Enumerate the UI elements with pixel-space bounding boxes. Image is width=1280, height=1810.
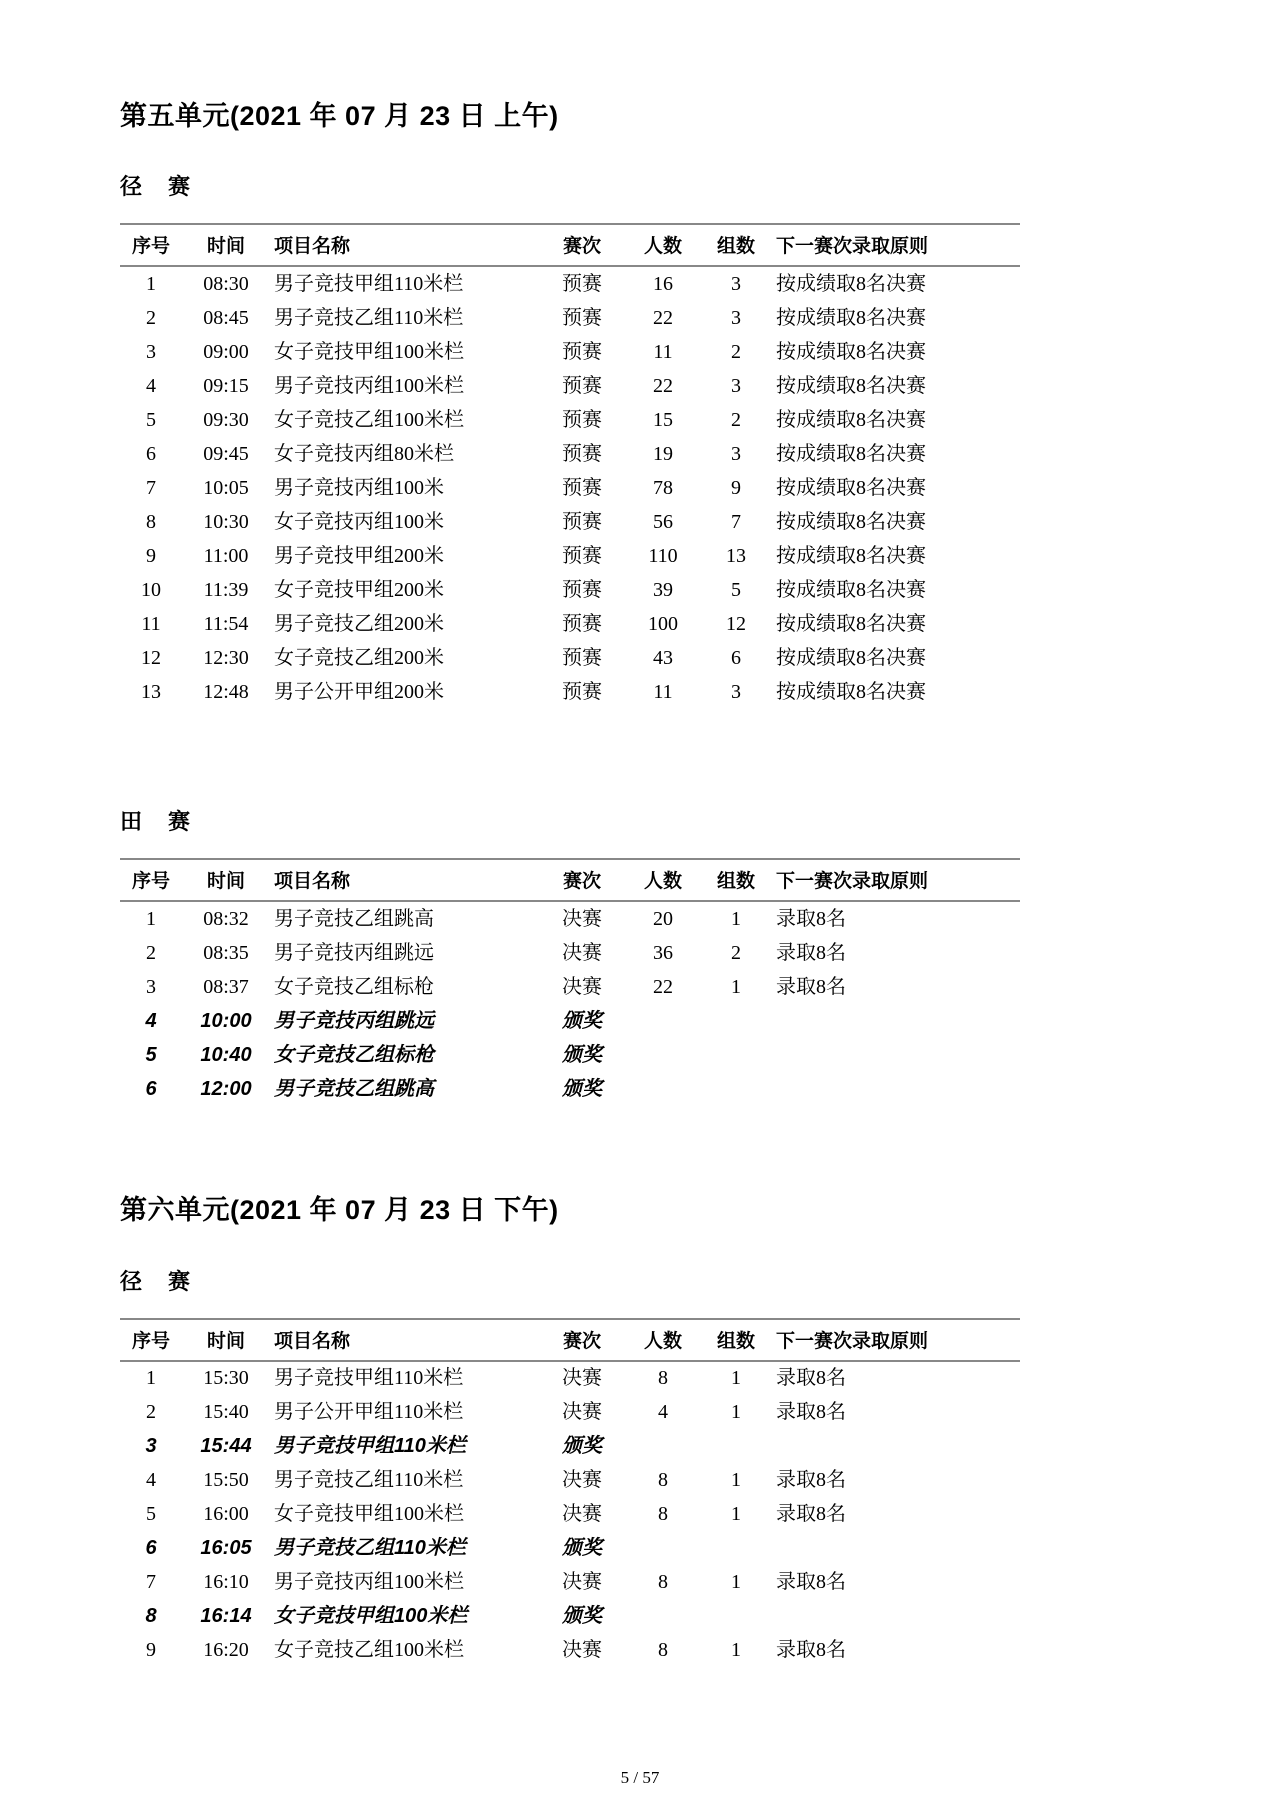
cell-groups: 3: [731, 442, 741, 465]
cell-no: 1: [146, 907, 156, 930]
cell-no: 12: [141, 646, 161, 669]
cell-time: 11:00: [203, 544, 249, 567]
cell-round: 预赛: [562, 340, 602, 363]
page-footer: 5 / 57: [620, 1768, 660, 1787]
cell-name: 女子竞技丙组100米: [274, 510, 444, 533]
cell-name: 男子竞技甲组110米栏: [274, 1367, 464, 1390]
cell-round: 预赛: [562, 612, 602, 635]
cell-round: 预赛: [562, 306, 602, 329]
column-header-rule: 下一赛次录取原则: [772, 224, 1020, 266]
column-header-groups: 组数: [700, 1319, 772, 1361]
cell-count: [626, 1004, 700, 1038]
cell-round: 决赛: [562, 1571, 602, 1594]
cell-name: 女子竞技丙组80米栏: [274, 442, 454, 465]
cell-round: 决赛: [562, 1639, 602, 1662]
column-header-round: 赛次: [538, 859, 626, 901]
cell-name: 男子竞技乙组110米栏: [274, 1537, 466, 1560]
cell-no: 13: [141, 680, 161, 703]
cell-time: 08:45: [203, 306, 249, 329]
cell-time: 16:00: [203, 1503, 249, 1526]
table-row: [120, 266, 1020, 301]
cell-groups: 5: [731, 578, 741, 601]
cell-count: 11: [653, 680, 673, 703]
cell-rule: 录取8名: [776, 1401, 846, 1424]
cell-name: 女子竞技甲组100米栏: [274, 1503, 464, 1526]
table-row: [120, 403, 1020, 437]
column-header-name: 项目名称: [270, 224, 538, 266]
cell-count: [626, 1600, 700, 1634]
table-body-field-1: [120, 901, 1020, 1106]
cell-groups: 12: [726, 612, 746, 635]
cell-groups: 1: [731, 1401, 741, 1424]
column-header-round: 赛次: [538, 224, 626, 266]
cell-time: 09:30: [203, 408, 249, 431]
cell-name: 男子公开甲组200米: [274, 680, 444, 703]
cell-round: 决赛: [562, 1401, 602, 1424]
cell-count: 19: [653, 442, 673, 465]
cell-groups: 3: [731, 374, 741, 397]
table-row: [120, 437, 1020, 471]
cell-rule: 按成绩取8名决赛: [776, 374, 926, 397]
cell-round: 预赛: [562, 544, 602, 567]
cell-name: 男子竞技乙组跳高: [274, 1077, 434, 1100]
cell-groups: 1: [731, 1503, 741, 1526]
cell-rule: 按成绩取8名决赛: [776, 476, 926, 499]
cell-name: 男子竞技乙组跳高: [274, 907, 434, 930]
cell-time: 08:30: [203, 272, 249, 295]
table-row: [120, 1634, 1020, 1668]
cell-rule: 按成绩取8名决赛: [776, 408, 926, 431]
cell-time: 16:20: [203, 1639, 249, 1662]
cell-name: 男子竞技甲组110米栏: [274, 272, 464, 295]
column-header-rule: 下一赛次录取原则: [772, 859, 1020, 901]
cell-time: 12:00: [200, 1077, 252, 1100]
cell-round: 预赛: [562, 272, 602, 295]
unit-title-fifth: 第五单元(2021 年 07 月 23 日 上午): [120, 101, 559, 131]
column-header-time: 时间: [182, 1319, 270, 1361]
table-body-track-1: [120, 266, 1020, 709]
column-header-no: 序号: [120, 1319, 182, 1361]
cell-time: 08:35: [203, 941, 249, 964]
cell-groups: 1: [731, 1469, 741, 1492]
cell-groups: 3: [731, 306, 741, 329]
cell-no: 5: [146, 408, 156, 431]
cell-groups: [700, 1038, 772, 1072]
cell-rule: 按成绩取8名决赛: [776, 340, 926, 363]
cell-count: 78: [653, 476, 673, 499]
cell-round: 颁奖: [562, 1043, 602, 1066]
table-row: [120, 1004, 1020, 1038]
cell-rule: 录取8名: [776, 1571, 846, 1594]
cell-count: 43: [653, 646, 673, 669]
cell-rule: [772, 1072, 1020, 1106]
cell-rule: [772, 1004, 1020, 1038]
column-header-count: 人数: [626, 224, 700, 266]
cell-name: 男子竞技丙组100米栏: [274, 374, 464, 397]
cell-groups: 2: [731, 941, 741, 964]
cell-count: [626, 1072, 700, 1106]
cell-name: 男子竞技甲组200米: [274, 544, 444, 567]
cell-time: 15:44: [200, 1435, 252, 1458]
section-label-field-1: 田赛: [120, 809, 217, 835]
cell-groups: [700, 1004, 772, 1038]
cell-count: [626, 1532, 700, 1566]
cell-time: 08:32: [203, 907, 249, 930]
cell-count: 15: [653, 408, 673, 431]
cell-time: 09:45: [203, 442, 249, 465]
table-row: [120, 1600, 1020, 1634]
cell-round: 决赛: [562, 1469, 602, 1492]
cell-count: 8: [658, 1367, 668, 1390]
column-header-groups: 组数: [700, 224, 772, 266]
cell-round: 颁奖: [562, 1605, 602, 1628]
table-row: [120, 1430, 1020, 1464]
cell-time: 11:54: [203, 612, 249, 635]
cell-no: 8: [145, 1605, 157, 1628]
cell-count: 56: [653, 510, 673, 533]
cell-no: 6: [146, 442, 156, 465]
cell-name: 女子竞技甲组100米栏: [274, 1605, 468, 1628]
table-row: [120, 936, 1020, 970]
table-row: [120, 471, 1020, 505]
cell-time: 15:30: [203, 1367, 249, 1390]
cell-rule: [772, 1430, 1020, 1464]
cell-rule: 按成绩取8名决赛: [776, 544, 926, 567]
cell-rule: 录取8名: [776, 941, 846, 964]
cell-no: 1: [146, 272, 156, 295]
cell-count: 8: [658, 1503, 668, 1526]
column-header-no: 序号: [120, 859, 182, 901]
table-row: [120, 335, 1020, 369]
column-header-round: 赛次: [538, 1319, 626, 1361]
cell-name: 女子竞技甲组100米栏: [274, 340, 464, 363]
table-row: [120, 641, 1020, 675]
cell-rule: 按成绩取8名决赛: [776, 612, 926, 635]
table-row: [120, 301, 1020, 335]
cell-groups: 1: [731, 907, 741, 930]
cell-round: 预赛: [562, 680, 602, 703]
schedule-table-track-2: [120, 1318, 1020, 1668]
cell-count: 20: [653, 907, 673, 930]
table-row: [120, 573, 1020, 607]
cell-no: 4: [146, 374, 156, 397]
column-header-name: 项目名称: [270, 1319, 538, 1361]
cell-round: 颁奖: [562, 1537, 602, 1560]
column-header-time: 时间: [182, 224, 270, 266]
cell-rule: [772, 1532, 1020, 1566]
cell-no: 5: [145, 1043, 157, 1066]
cell-rule: [772, 1600, 1020, 1634]
table-header-row: [120, 1319, 1020, 1361]
section-label-track-1: 径赛: [120, 174, 217, 200]
cell-round: 颁奖: [562, 1009, 602, 1032]
cell-time: 10:40: [200, 1043, 252, 1066]
cell-time: 15:40: [203, 1401, 249, 1424]
cell-groups: 2: [731, 408, 741, 431]
cell-rule: 录取8名: [776, 1469, 846, 1492]
cell-time: 12:30: [203, 646, 249, 669]
cell-time: 16:05: [200, 1537, 252, 1560]
cell-groups: 13: [726, 544, 746, 567]
cell-time: 12:48: [203, 680, 249, 703]
cell-no: 7: [146, 476, 156, 499]
cell-no: 2: [146, 941, 156, 964]
cell-groups: 7: [731, 510, 741, 533]
cell-name: 男子竞技乙组110米栏: [274, 1469, 464, 1492]
table-row: [120, 1361, 1020, 1396]
table-row: [120, 505, 1020, 539]
cell-round: 预赛: [562, 510, 602, 533]
cell-no: 6: [145, 1077, 157, 1100]
cell-name: 女子竞技乙组100米栏: [274, 408, 464, 431]
column-header-time: 时间: [182, 859, 270, 901]
cell-count: 110: [648, 544, 678, 567]
cell-count: 8: [658, 1639, 668, 1662]
cell-rule: 按成绩取8名决赛: [776, 306, 926, 329]
cell-name: 女子竞技乙组标枪: [274, 1043, 434, 1066]
table-body-track-2: [120, 1361, 1020, 1668]
cell-count: [626, 1430, 700, 1464]
cell-name: 男子竞技丙组跳远: [274, 941, 434, 964]
table-row: [120, 901, 1020, 936]
cell-time: 11:39: [203, 578, 249, 601]
table-header-row: [120, 224, 1020, 266]
cell-name: 女子竞技乙组200米: [274, 646, 444, 669]
column-header-rule: 下一赛次录取原则: [772, 1319, 1020, 1361]
cell-count: 4: [658, 1401, 668, 1424]
table-header-row: [120, 859, 1020, 901]
cell-count: 39: [653, 578, 673, 601]
cell-round: 决赛: [562, 1367, 602, 1390]
cell-no: 2: [146, 306, 156, 329]
cell-count: 11: [653, 340, 673, 363]
cell-round: 预赛: [562, 646, 602, 669]
cell-rule: 按成绩取8名决赛: [776, 510, 926, 533]
column-header-no: 序号: [120, 224, 182, 266]
cell-round: 预赛: [562, 408, 602, 431]
cell-groups: 1: [731, 975, 741, 998]
cell-time: 16:14: [200, 1605, 252, 1628]
cell-round: 颁奖: [562, 1435, 602, 1458]
table-row: [120, 970, 1020, 1004]
cell-name: 男子竞技甲组110米栏: [274, 1435, 466, 1458]
table-row: [120, 675, 1020, 709]
cell-name: 男子竞技丙组跳远: [274, 1009, 434, 1032]
cell-groups: 9: [731, 476, 741, 499]
cell-groups: [700, 1072, 772, 1106]
cell-round: 预赛: [562, 578, 602, 601]
cell-name: 男子竞技丙组100米栏: [274, 1571, 464, 1594]
section-label-track-2: 径赛: [120, 1268, 217, 1294]
cell-groups: 1: [731, 1639, 741, 1662]
cell-no: 9: [146, 544, 156, 567]
cell-no: 7: [146, 1571, 156, 1594]
cell-time: 16:10: [203, 1571, 249, 1594]
cell-round: 决赛: [562, 907, 602, 930]
cell-name: 女子竞技乙组100米栏: [274, 1639, 464, 1662]
table-row: [120, 1072, 1020, 1106]
schedule-table-field-1: [120, 858, 1020, 1106]
cell-round: 决赛: [562, 941, 602, 964]
cell-count: 22: [653, 374, 673, 397]
cell-no: 11: [141, 612, 161, 635]
cell-rule: [772, 1038, 1020, 1072]
cell-name: 男子竞技丙组100米: [274, 476, 444, 499]
table-row: [120, 369, 1020, 403]
schedule-table-track-1: [120, 223, 1020, 709]
cell-round: 颁奖: [562, 1077, 602, 1100]
cell-rule: 录取8名: [776, 1503, 846, 1526]
cell-round: 预赛: [562, 374, 602, 397]
cell-no: 2: [146, 1401, 156, 1424]
cell-rule: 录取8名: [776, 975, 846, 998]
cell-name: 男子竞技乙组110米栏: [274, 306, 464, 329]
cell-groups: 3: [731, 680, 741, 703]
cell-no: 5: [146, 1503, 156, 1526]
table-row: [120, 607, 1020, 641]
table-row: [120, 1566, 1020, 1600]
cell-groups: [700, 1430, 772, 1464]
table-row: [120, 539, 1020, 573]
cell-round: 决赛: [562, 1503, 602, 1526]
column-header-name: 项目名称: [270, 859, 538, 901]
unit-title-sixth: 第六单元(2021 年 07 月 23 日 下午): [120, 1195, 559, 1226]
cell-no: 10: [141, 578, 161, 601]
cell-time: 10:05: [203, 476, 249, 499]
cell-count: 100: [648, 612, 678, 635]
table-row: [120, 1396, 1020, 1430]
cell-no: 3: [146, 340, 156, 363]
cell-groups: 1: [731, 1367, 741, 1390]
cell-no: 9: [146, 1639, 156, 1662]
cell-no: 4: [146, 1469, 156, 1492]
cell-groups: 3: [731, 272, 741, 295]
cell-count: 16: [653, 272, 673, 295]
cell-groups: [700, 1600, 772, 1634]
cell-round: 预赛: [562, 442, 602, 465]
cell-rule: 录取8名: [776, 1639, 846, 1662]
cell-count: 22: [653, 306, 673, 329]
cell-no: 4: [145, 1009, 157, 1032]
cell-rule: 录取8名: [776, 1367, 846, 1390]
cell-groups: [700, 1532, 772, 1566]
table-row: [120, 1038, 1020, 1072]
cell-count: 36: [653, 941, 673, 964]
column-header-groups: 组数: [700, 859, 772, 901]
cell-no: 6: [145, 1537, 157, 1560]
cell-round: 决赛: [562, 975, 602, 998]
cell-rule: 按成绩取8名决赛: [776, 578, 926, 601]
cell-no: 3: [146, 975, 156, 998]
cell-count: [626, 1038, 700, 1072]
table-row: [120, 1464, 1020, 1498]
cell-rule: 按成绩取8名决赛: [776, 646, 926, 669]
cell-count: 22: [653, 975, 673, 998]
cell-time: 15:50: [203, 1469, 249, 1492]
cell-count: 8: [658, 1469, 668, 1492]
cell-groups: 6: [731, 646, 741, 669]
cell-time: 08:37: [203, 975, 249, 998]
cell-time: 09:15: [203, 374, 249, 397]
cell-name: 女子竞技乙组标枪: [274, 975, 434, 998]
cell-time: 10:30: [203, 510, 249, 533]
cell-rule: 按成绩取8名决赛: [776, 442, 926, 465]
cell-rule: 按成绩取8名决赛: [776, 272, 926, 295]
cell-groups: 1: [731, 1571, 741, 1594]
column-header-count: 人数: [626, 1319, 700, 1361]
column-header-count: 人数: [626, 859, 700, 901]
cell-round: 预赛: [562, 476, 602, 499]
cell-name: 女子竞技甲组200米: [274, 578, 444, 601]
cell-count: 8: [658, 1571, 668, 1594]
cell-groups: 2: [731, 340, 741, 363]
cell-no: 8: [146, 510, 156, 533]
cell-time: 09:00: [203, 340, 249, 363]
cell-rule: 录取8名: [776, 907, 846, 930]
table-row: [120, 1498, 1020, 1532]
cell-no: 3: [145, 1435, 157, 1458]
table-row: [120, 1532, 1020, 1566]
cell-name: 男子公开甲组110米栏: [274, 1401, 464, 1424]
cell-time: 10:00: [200, 1009, 252, 1032]
cell-no: 1: [146, 1367, 156, 1390]
cell-name: 男子竞技乙组200米: [274, 612, 444, 635]
cell-rule: 按成绩取8名决赛: [776, 680, 926, 703]
